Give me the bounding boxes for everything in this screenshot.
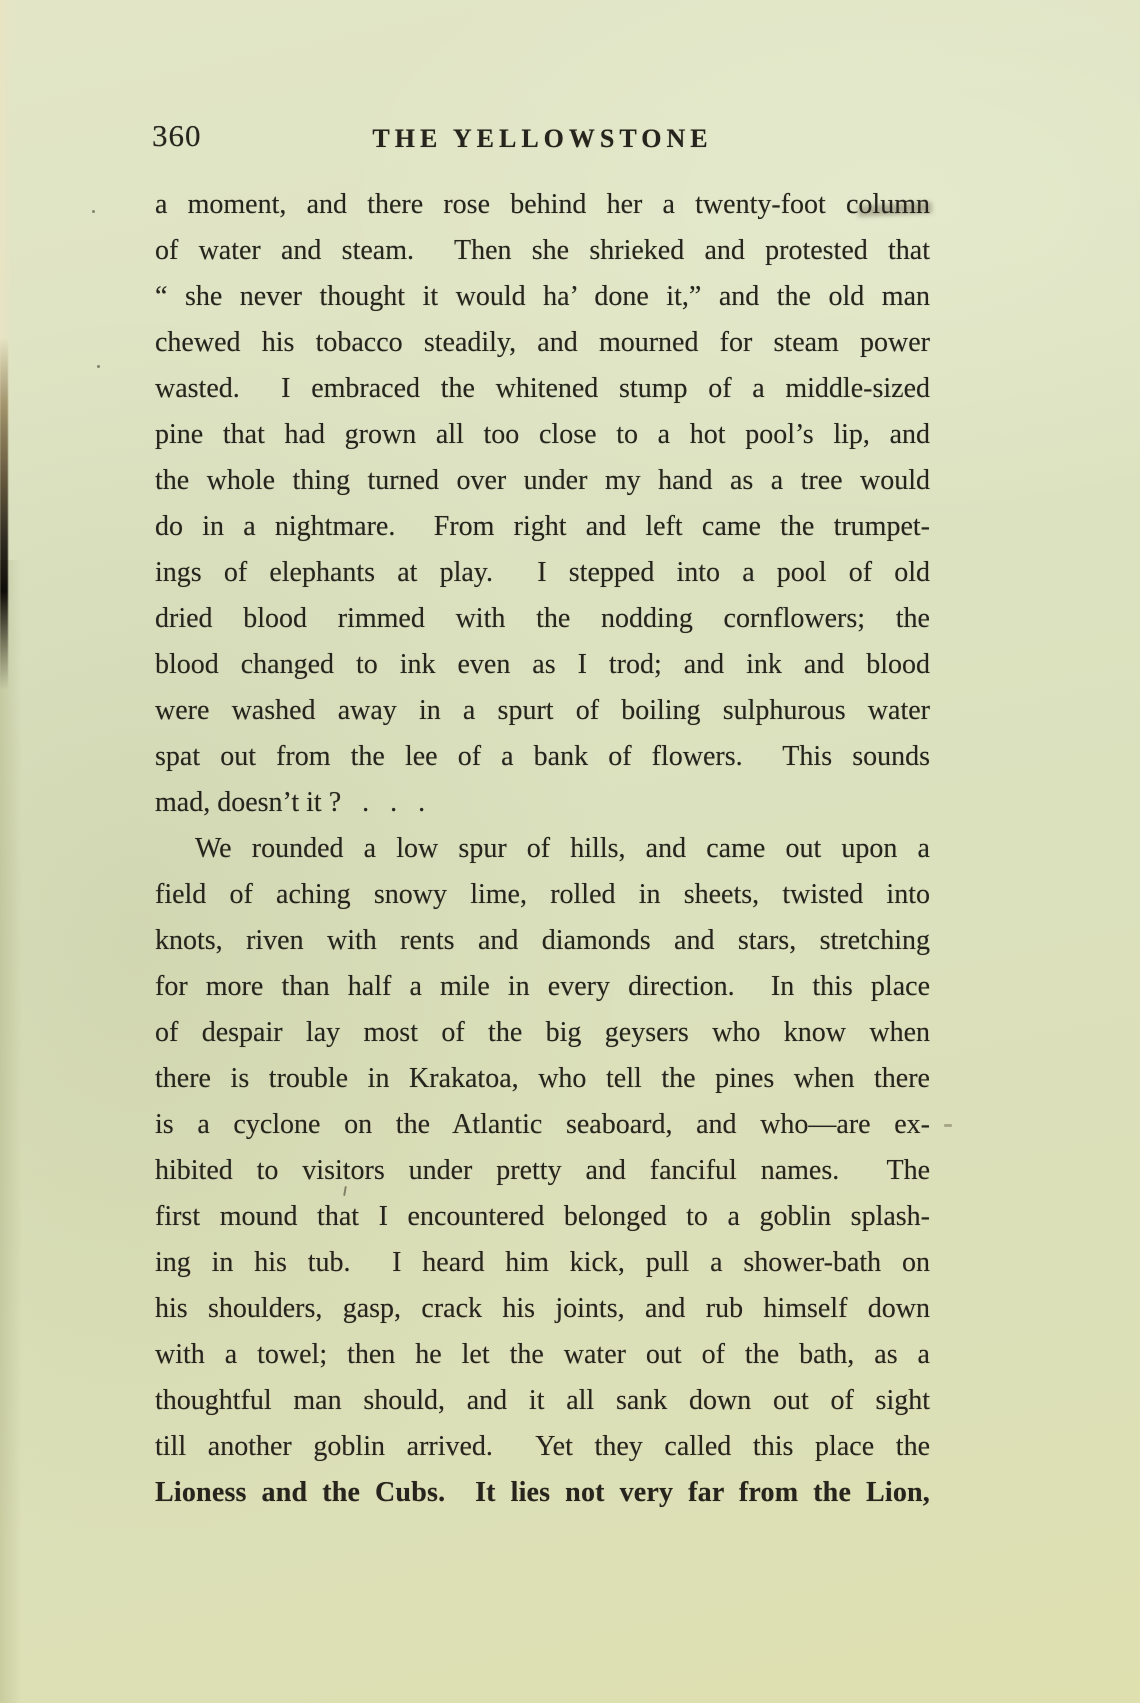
- text-line: there is trouble in Krakatoa, who tell the pines when there: [155, 1063, 930, 1094]
- text-line: till another goblin arrived. Yet they called this place the: [155, 1431, 930, 1462]
- text-line: his shoulders, gasp, crack his joints, and rub himself down: [155, 1293, 930, 1324]
- text-line: with a towel; then he let the water out of the bath, as a: [155, 1339, 930, 1370]
- text-line-paragraph-end: mad, doesn’t it ? . . .: [155, 787, 426, 818]
- page-header-title: THE YELLOWSTONE: [372, 124, 713, 153]
- text-line: Lioness and the Cubs. It lies not very far from the Lion,: [155, 1477, 930, 1508]
- text-line: of water and steam. Then she shrieked and protested that: [155, 235, 930, 266]
- paper-speck: [97, 365, 100, 368]
- text-line: blood changed to ink even as I trod; and ink and blood: [155, 649, 930, 680]
- text-line: the whole thing turned over under my hand as a tree would: [155, 465, 930, 496]
- text-line: were washed away in a spurt of boiling sulphurous water: [155, 695, 930, 726]
- paper-speck: [92, 210, 95, 213]
- text-line: ing in his tub. I heard him kick, pull a shower-bath on: [155, 1247, 930, 1278]
- text-line: is a cyclone on the Atlantic seaboard, and who—are ex-: [155, 1109, 930, 1140]
- text-line: chewed his tobacco steadily, and mourned for steam power: [155, 327, 930, 358]
- page-edge-shadow: [0, 560, 22, 1703]
- stray-mark: [944, 1124, 952, 1127]
- text-line: pine that had grown all too close to a hot pool’s lip, and: [155, 419, 930, 450]
- text-line: knots, riven with rents and diamonds and stars, stretching: [155, 925, 930, 956]
- text-line: field of aching snowy lime, rolled in sheets, twisted into: [155, 879, 930, 910]
- body-text-block: [155, 182, 930, 1516]
- text-line: hibited to visitors under pretty and fanciful names. The: [155, 1155, 930, 1186]
- page-number: 360: [152, 118, 202, 153]
- text-line: a moment, and there rose behind her a twenty-foot column: [155, 189, 930, 220]
- text-line: thoughtful man should, and it all sank down out of sight: [155, 1385, 930, 1416]
- text-line: dried blood rimmed with the nodding cornflowers; the: [155, 603, 930, 634]
- text-line: spat out from the lee of a bank of flowers. This sounds: [155, 741, 930, 772]
- text-line: ings of elephants at play. I stepped into a pool of old: [155, 557, 930, 588]
- text-line: of despair lay most of the big geysers who know when: [155, 1017, 930, 1048]
- text-line: wasted. I embraced the whitened stump of a middle-sized: [155, 373, 930, 404]
- text-line: do in a nightmare. From right and left came the trumpet-: [155, 511, 930, 542]
- text-line: for more than half a mile in every direction. In this place: [155, 971, 930, 1002]
- text-line: first mound that I encountered belonged to a goblin splash-: [155, 1201, 930, 1232]
- text-line: “ she never thought it would ha’ done it,” and the old man: [155, 281, 930, 312]
- gutter-shadow-streak: [0, 338, 8, 690]
- text-line-paragraph-start: We rounded a low spur of hills, and came out upon a: [195, 833, 930, 864]
